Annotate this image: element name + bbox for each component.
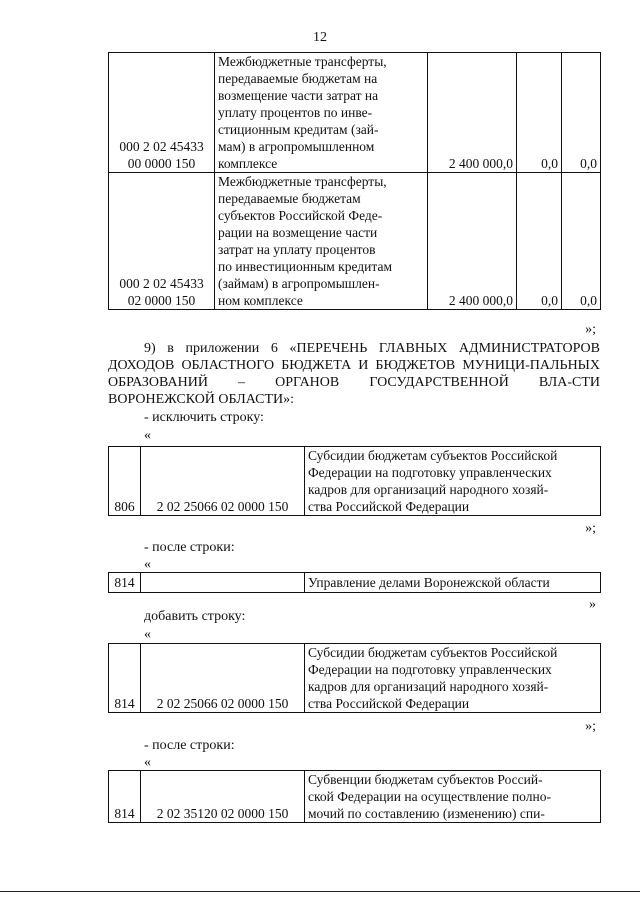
item-name: Межбюджетные трансферты, передаваемые бюджетам на возмещение части затрат на уплату процентов по инве- стиционным кредитам (зай- мам) в агропромышленном комплексе xyxy=(215,53,428,173)
revenue-code: 2 02 25066 02 0000 150 xyxy=(141,644,305,713)
open-quote: « xyxy=(144,627,151,642)
table-row xyxy=(109,771,601,823)
revenue-code: 2 02 25066 02 0000 150 xyxy=(141,447,305,516)
add-row-table xyxy=(108,643,601,713)
admin-code: 814 xyxy=(109,644,141,713)
exclude-label: - исключить строку: xyxy=(144,410,264,425)
admin-code: 814 xyxy=(109,573,141,593)
value-cell: 2 400 000,0 xyxy=(428,53,517,173)
closing-quote: »; xyxy=(585,322,596,337)
closing-quote: »; xyxy=(585,719,596,734)
budget-code: 000 2 02 45433 02 0000 150 xyxy=(109,173,215,310)
open-quote: « xyxy=(144,428,151,443)
revenue-code xyxy=(141,573,305,593)
open-quote: « xyxy=(144,557,151,572)
after-row-table xyxy=(108,572,601,593)
table-row xyxy=(109,53,601,173)
item-name: Межбюджетные трансферты, передаваемые бюджетам субъектов Российской Феде- рации на возмещение части затрат на уплату процентов по инвестиционным кредитам (займам) в агропромышлен- ном комплексе xyxy=(215,173,428,310)
admin-code: 814 xyxy=(109,771,141,823)
table-row xyxy=(109,447,601,516)
revenue-code: 2 02 35120 02 0000 150 xyxy=(141,771,305,823)
last-row-table xyxy=(108,770,601,823)
value-cell: 0,0 xyxy=(562,53,601,173)
revenue-name: Субсидии бюджетам субъектов Российской Федерации на подготовку управленческих кадров для организаций народного хозяй- ства Российской Федерации xyxy=(305,447,601,516)
revenue-name: Субсидии бюджетам субъектов Российской Федерации на подготовку управленческих кадров для организаций народного хозяй- ства Российской Федерации xyxy=(305,644,601,713)
after-row-label: - после строки: xyxy=(144,738,235,753)
admin-code: 806 xyxy=(109,447,141,516)
open-quote: « xyxy=(144,755,151,770)
page-number: 12 xyxy=(313,30,327,45)
add-row-label: добавить строку: xyxy=(144,609,246,624)
revenue-name: Управление делами Воронежской области xyxy=(305,573,601,593)
exclude-row-table xyxy=(108,446,601,516)
table-row xyxy=(109,573,601,593)
table-row xyxy=(109,173,601,310)
value-cell: 0,0 xyxy=(562,173,601,310)
revenue-table xyxy=(108,52,601,310)
revenue-name: Субвенции бюджетам субъектов Россий- ской Федерации на осуществление полно- мочий по составлению (изменению) спи- xyxy=(305,771,601,823)
value-cell: 0,0 xyxy=(517,53,562,173)
paragraph-9: 9) в приложении 6 «ПЕРЕЧЕНЬ ГЛАВНЫХ АДМИНИСТРАТОРОВ ДОХОДОВ ОБЛАСТНОГО БЮДЖЕТА И БЮДЖЕТОВ МУНИЦИ-ПАЛЬНЫХ ОБРАЗОВАНИЙ – ОРГАНОВ ГОСУДАРСТВЕННОЙ ВЛА-СТИ ВОРОНЕЖСКОЙ ОБЛАСТИ»: xyxy=(108,341,600,407)
table-row xyxy=(109,644,601,713)
closing-quote: » xyxy=(589,597,596,612)
value-cell: 0,0 xyxy=(517,173,562,310)
budget-code: 000 2 02 45433 00 0000 150 xyxy=(109,53,215,173)
closing-quote: »; xyxy=(585,521,596,536)
value-cell: 2 400 000,0 xyxy=(428,173,517,310)
page-edge-rule xyxy=(0,891,640,892)
after-row-label: - после строки: xyxy=(144,540,235,555)
